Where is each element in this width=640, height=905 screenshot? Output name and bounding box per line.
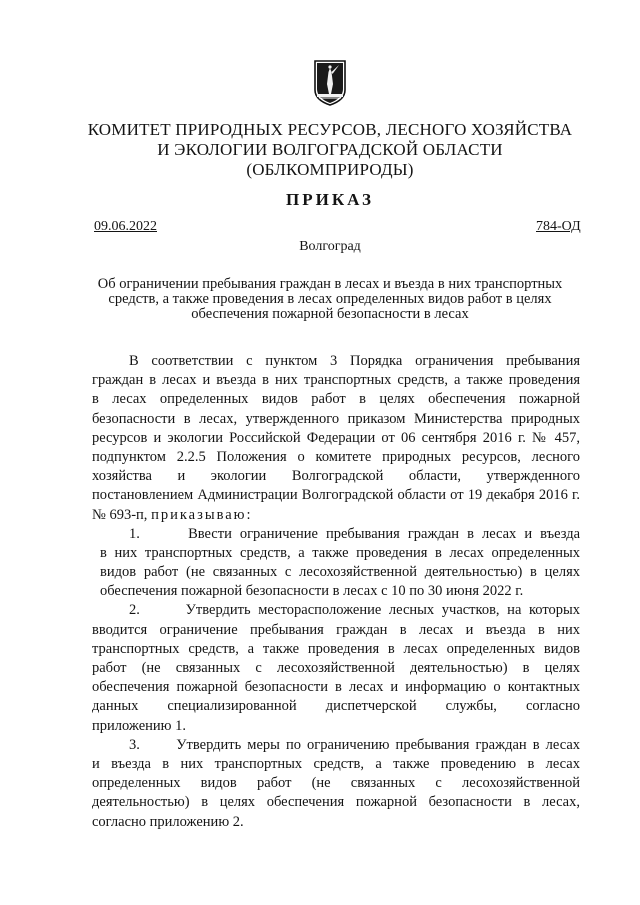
org-line: (ОБЛКОМПРИРОДЫ) [246, 160, 414, 179]
text-line: хозяйства и экологии Волгоградской области, утвержденного [92, 468, 580, 485]
text-line: определенных видов работ (не связанных с лесохозяйственной [92, 775, 580, 792]
text-line: В соответствии с пунктом 3 Порядка ограничения пребывания [129, 353, 580, 369]
text-line [92, 506, 580, 525]
subject-line: Об ограничении пребывания граждан в лесах и въезда в них транспортных [97, 276, 563, 292]
order-word: приказываю: [151, 506, 253, 523]
item-3 [92, 736, 580, 832]
preamble [92, 352, 580, 525]
text-line: ресурсов и экологии Российской Федерации от 06 сентября 2016 г. № 457, [92, 429, 580, 446]
text-line: деятельностью) в целях обеспечения пожарной безопасности в лесах, [92, 794, 580, 811]
item-first-line [92, 525, 580, 544]
text-line: видов работ (не связанных с лесохозяйственной деятельностью) в целях [100, 564, 580, 581]
document-type: ПРИКАЗ [286, 190, 374, 209]
coat-of-arms-icon [314, 60, 346, 106]
document-number: 784-ОД [536, 219, 581, 234]
text-line: транспортных средств, а также проведения в лесах определенных видов [92, 640, 580, 657]
text-fragment: № 693-п, [92, 506, 148, 523]
text-fragment: Ввести ограничение пребывания граждан в лесах и въезда [188, 525, 581, 542]
item-first-line [92, 736, 580, 755]
item-number: 3. [129, 736, 140, 753]
text-line: подпунктом 2.2.5 Положения о комитете природных ресурсов, лесного [92, 448, 580, 465]
text-line: обеспечения пожарной безопасности в лесах и информацию о контактных [92, 679, 580, 696]
document-body [92, 352, 580, 832]
organization-name [60, 120, 600, 180]
text-line: и въезда в них транспортных средств, а также проведению в лесах [92, 755, 580, 772]
org-line: КОМИТЕТ ПРИРОДНЫХ РЕСУРСОВ, ЛЕСНОГО ХОЗЯЙСТВА [87, 120, 573, 139]
document-subject [80, 277, 580, 322]
text-line: обеспечения пожарной безопасности в лесах с 10 по 30 июня 2022 г. [100, 583, 524, 600]
text-line: безопасности в лесах, утвержденного приказом Министерства природных [92, 410, 580, 427]
text-line: постановлением Администрации Волгоградской области от 19 декабря 2016 г. [92, 487, 580, 504]
item-number: 1. [129, 525, 140, 542]
text-line: данных специализированной диспетчерской службы, согласно [92, 698, 580, 715]
text-line: приложению 1. [92, 717, 187, 734]
item-1 [92, 525, 580, 602]
item-number: 2. [129, 602, 140, 619]
text-line: в лесах определенных видов работ в целях обеспечения пожарной [92, 391, 580, 408]
text-line: согласно приложению 2. [92, 813, 244, 830]
document-city: Волгоград [299, 239, 361, 254]
item-first-line [92, 601, 580, 620]
item-2 [92, 601, 580, 735]
subject-line: обеспечения пожарной безопасности в лесах [191, 306, 469, 322]
text-fragment: Утвердить месторасположение лесных участков, на которых [185, 602, 581, 619]
text-line: работ (не связанных с лесохозяйственной деятельностью) в целях [92, 660, 580, 676]
document-date: 09.06.2022 [94, 219, 157, 234]
text-line: в них транспортных средств, а также проведения в лесах определенных [100, 544, 580, 561]
text-fragment: Утвердить меры по ограничению пребывания граждан в лесах [176, 736, 581, 753]
text-line: вводится ограничение пребывания граждан в лесах и въезда в них [92, 621, 580, 638]
subject-line: средств, а также проведения в лесах определенных видов работ в целях [108, 291, 552, 307]
org-line: И ЭКОЛОГИИ ВОЛГОГРАДСКОЙ ОБЛАСТИ [157, 140, 503, 159]
text-line: граждан в лесах и въезда в них транспортных средств, а также проведения [92, 372, 580, 389]
